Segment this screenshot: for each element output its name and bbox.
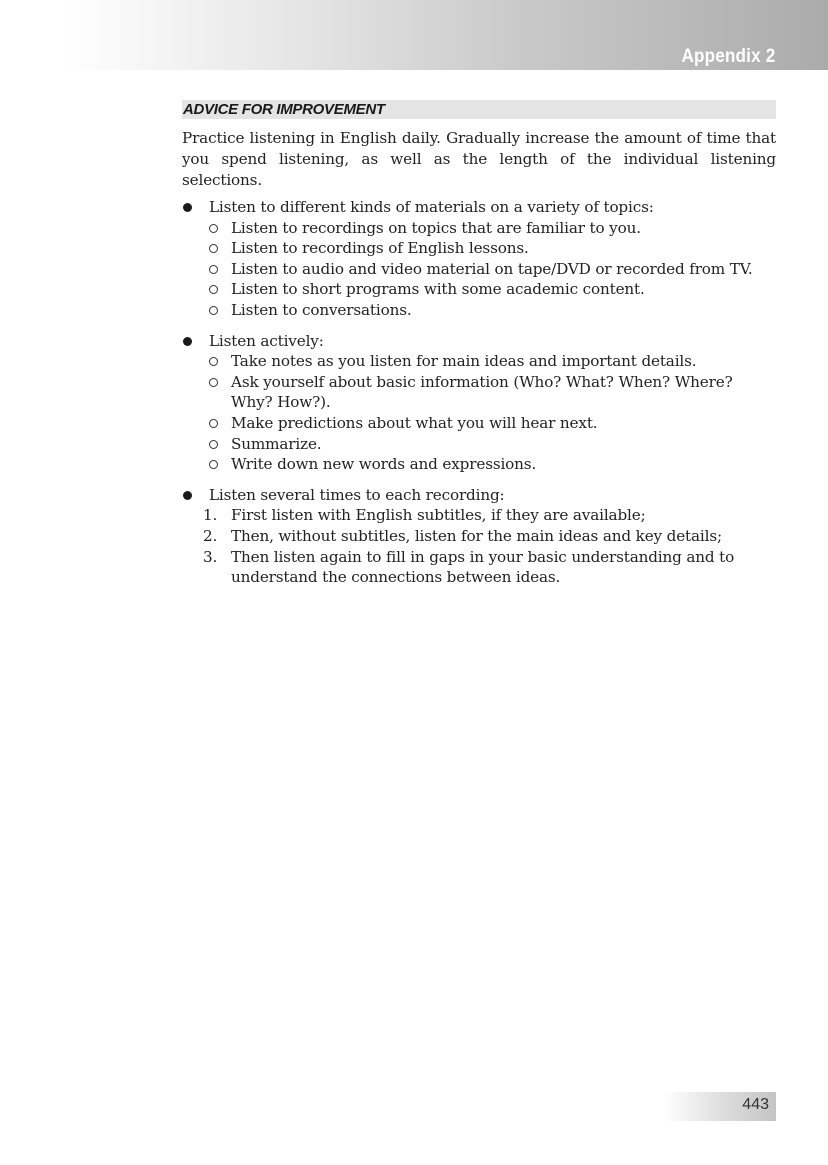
- item-number: 3.: [203, 547, 218, 566]
- sub-item: [209, 259, 776, 280]
- bullet-text: Listen actively:: [209, 331, 324, 350]
- sub-list: [209, 351, 776, 475]
- page-content: [182, 100, 776, 588]
- numbered-item-text: First listen with English subtitles, if they are available;: [231, 506, 646, 525]
- circle-bullet-icon: [209, 419, 218, 428]
- circle-bullet-icon: [209, 378, 218, 387]
- header-band: [62, 0, 828, 70]
- page-number: 443: [742, 1096, 769, 1113]
- circle-bullet-icon: [209, 440, 218, 449]
- sub-item: [209, 372, 776, 413]
- numbered-list: [203, 505, 776, 587]
- item-number: 1.: [203, 506, 218, 525]
- sub-item-text: Listen to conversations.: [231, 300, 412, 319]
- bullet-icon: [183, 491, 192, 500]
- bullet-icon: [183, 337, 192, 346]
- numbered-item-text: Then listen again to fill in gaps in your basic understanding and to understand the connections between ideas.: [231, 547, 735, 587]
- circle-bullet-icon: [209, 265, 218, 274]
- appendix-label: Appendix 2: [681, 46, 775, 67]
- numbered-item: [203, 505, 776, 526]
- advice-list: [182, 197, 776, 588]
- section-heading: ADVICE FOR IMPROVEMENT: [182, 100, 776, 119]
- sub-item-text: Ask yourself about basic information (Who? What? When? Where? Why? How?).: [231, 372, 733, 412]
- circle-bullet-icon: [209, 306, 218, 315]
- sub-item-text: Listen to recordings of English lessons.: [231, 239, 529, 258]
- sub-item: [209, 279, 776, 300]
- bullet-item: [182, 485, 776, 588]
- bullet-text: Listen to different kinds of materials on a variety of topics:: [209, 198, 654, 216]
- sub-item: [209, 434, 776, 455]
- bullet-icon: [183, 203, 192, 212]
- numbered-item: [203, 526, 776, 547]
- bullet-item: [182, 331, 776, 475]
- item-number: 2.: [203, 526, 218, 545]
- sub-item-text: Summarize.: [231, 434, 322, 453]
- circle-bullet-icon: [209, 285, 218, 294]
- sub-item: [209, 454, 776, 475]
- sub-item-text: Write down new words and expressions.: [231, 455, 537, 474]
- sub-item: [209, 218, 776, 239]
- sub-item-text: Make predictions about what you will hear next.: [231, 413, 598, 432]
- sub-item: [209, 238, 776, 259]
- sub-item: [209, 413, 776, 434]
- intro-paragraph: Practice listening in English daily. Gradually increase the amount of time that you spend listening, as well as the length of the individual listening selections.: [182, 129, 776, 189]
- circle-bullet-icon: [209, 224, 218, 233]
- sub-list: [209, 218, 776, 321]
- bullet-item: [182, 197, 776, 321]
- page-number-band: [664, 1092, 776, 1121]
- circle-bullet-icon: [209, 460, 218, 469]
- sub-item-text: Take notes as you listen for main ideas and important details.: [231, 352, 697, 371]
- sub-item-text: Listen to recordings on topics that are familiar to you.: [231, 218, 641, 237]
- circle-bullet-icon: [209, 244, 218, 253]
- sub-item: [209, 300, 776, 321]
- sub-item: [209, 351, 776, 372]
- bullet-text: Listen several times to each recording:: [209, 485, 505, 504]
- circle-bullet-icon: [209, 357, 218, 366]
- sub-item-text: Listen to short programs with some academic content.: [231, 280, 645, 299]
- numbered-item-text: Then, without subtitles, listen for the main ideas and key details;: [231, 526, 722, 545]
- sub-item-text: Listen to audio and video material on tape/DVD or recorded from TV.: [231, 259, 753, 278]
- numbered-item: [203, 547, 776, 588]
